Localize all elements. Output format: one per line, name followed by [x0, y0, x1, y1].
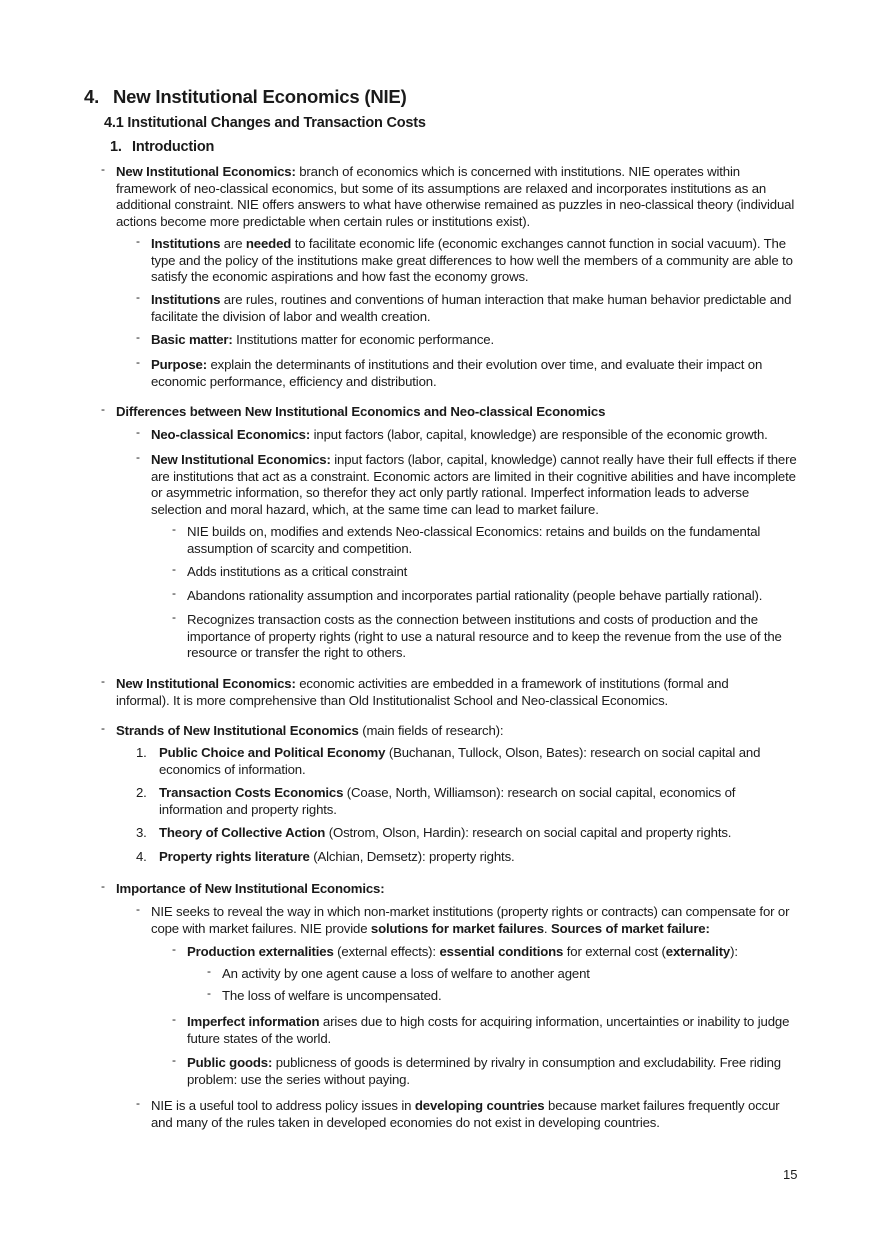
text: NIE seeks to reveal the way in which non-market institutions (property rights or contracts) can compensate for or cope with market failures. NIE provide [151, 904, 790, 936]
dash-bullet: - [136, 355, 140, 369]
dash-bullet: - [136, 450, 140, 464]
bullet-imperfect-information [172, 1012, 799, 1047]
bullet-public-goods [172, 1053, 787, 1088]
list-number: 2. [136, 785, 147, 800]
term: Institutions [151, 236, 221, 251]
term: Neo-classical Economics: [151, 427, 311, 442]
text: to facilitate economic life (economic exchanges cannot function in social vacuum). The type and the policy of the institutions make great differences to how well the members of a community are able to satisfy the economic aspirations and how fast the economy grows. [151, 236, 793, 285]
text: (main fields of research): [358, 723, 504, 738]
dash-bullet: - [172, 522, 176, 536]
chapter-number: 4. [84, 86, 100, 107]
term: New Institutional Economics: [116, 164, 296, 179]
term: needed [245, 236, 292, 251]
bullet-nie-builds [172, 522, 799, 557]
text: for external cost ( [563, 944, 666, 959]
strand-item-3 [136, 825, 819, 842]
list-number: 3. [136, 825, 147, 840]
text: economic activities are embedded in a framework of institutions (formal and informal). It is more comprehensive than Old Institutionalist School and Neo-classical Economics. [116, 676, 729, 708]
dash-bullet: - [101, 721, 105, 735]
term: Transaction Costs Economics [159, 785, 344, 800]
text: (Ostrom, Olson, Hardin): research on social capital and property rights. [325, 825, 732, 840]
strand-item-1 [136, 745, 799, 778]
list-number: 1. [136, 745, 147, 760]
subsection-number: 1. [110, 139, 122, 155]
bullet-uncompensated [207, 986, 802, 1005]
chapter-title: New Institutional Economics (NIE) [113, 86, 407, 107]
text: because market failures frequently occur and many of the rules taken in developed economies do not exist in developing countries. [151, 1098, 780, 1130]
text: are rules, routines and conventions of human interaction that make human behavior predictable and facilitate the division of labor and wealth creation. [151, 292, 792, 324]
text: NIE is a useful tool to address policy issues in [151, 1098, 415, 1113]
term: Institutions [151, 292, 221, 307]
term: New Institutional Economics: [116, 676, 296, 691]
dash-bullet: - [136, 290, 140, 304]
text: An activity by one agent cause a loss of welfare to another agent [222, 966, 590, 981]
text: (external effects): [333, 944, 440, 959]
bullet-institutions-needed [136, 234, 801, 286]
bullet-neo-classical [136, 425, 811, 444]
dash-bullet: - [172, 942, 176, 956]
text: NIE builds on, modifies and extends Neo-classical Economics: retains and builds on the fundamental assumption of scarcity and competition. [187, 524, 761, 556]
term: developing countries [414, 1098, 545, 1113]
text: arises due to high costs for acquiring information, uncertainties or inability to judge future states of the world. [187, 1014, 790, 1046]
term: Theory of Collective Action [159, 825, 326, 840]
bullet-developing-countries [136, 1096, 791, 1131]
text: . [543, 920, 551, 936]
dash-bullet: - [136, 330, 140, 344]
dash-bullet: - [172, 610, 176, 624]
bullet-institutions-rules [136, 290, 801, 325]
bullet-adds-institutions [172, 562, 799, 581]
term: Importance of New Institutional Economics: [116, 881, 385, 896]
dash-bullet: - [101, 879, 105, 893]
section-heading: 4.1 Institutional Changes and Transaction Costs [104, 115, 426, 131]
term: solutions for market failures [370, 920, 544, 936]
term: Purpose: [151, 357, 207, 372]
dash-bullet: - [172, 1053, 176, 1067]
term: Property rights literature [159, 849, 310, 864]
bullet-intro [101, 162, 796, 230]
text: Institutions matter for economic performance. [232, 332, 494, 347]
bullet-strands [101, 721, 796, 740]
bullet-basic-matter [136, 330, 801, 349]
bullet-importance [101, 879, 796, 898]
dash-bullet: - [207, 986, 211, 1000]
term: Differences between New Institutional Economics and Neo-classical Economics [116, 404, 606, 419]
subsection-heading [110, 139, 214, 155]
bullet-differences [101, 402, 796, 421]
term: Sources of market failure: [550, 920, 710, 936]
bullet-activity-loss [207, 964, 802, 983]
page-number: 15 [783, 1167, 798, 1182]
dash-bullet: - [136, 425, 140, 439]
dash-bullet: - [101, 162, 105, 176]
text: (Coase, North, Williamson): research on social capital, economics of information and property rights. [159, 785, 736, 817]
text: Adds institutions as a critical constraint [187, 564, 408, 579]
subsection-title: Introduction [132, 139, 215, 155]
text: input factors (labor, capital, knowledge) are responsible of the economic growth. [310, 427, 768, 442]
text: Abandons rationality assumption and incorporates partial rationality (people behave partially rational). [187, 588, 763, 603]
dash-bullet: - [136, 902, 140, 916]
bullet-recognizes-transaction-costs [172, 610, 799, 662]
text: are [220, 236, 246, 251]
strand-item-4 [136, 849, 799, 866]
text: input factors (labor, capital, knowledge) cannot really have their full effects if there are institutions that act as a constraint. Economic actors are limited in their cognitive abilities and have incomplete or asymmetric information, so therefor they act only partly rational. Imperfect information leads to adverse selection and moral hazard, which, at the same time can lead to market failure. [151, 452, 797, 517]
chapter-heading [84, 86, 407, 108]
term: Public goods: [187, 1055, 273, 1070]
term: Imperfect information [187, 1014, 320, 1029]
text: (Buchanan, Tullock, Olson, Bates): research on social capital and economics of information. [159, 745, 761, 777]
dash-bullet: - [172, 586, 176, 600]
bullet-nie-constraints [136, 450, 801, 518]
dash-bullet: - [172, 562, 176, 576]
text: ): [730, 944, 738, 959]
text: branch of economics which is concerned with institutions. NIE operates within framework of neo-classical economics, but some of its assumptions are relaxed and incorporates institutions as an additional constraint. NIE offers answers to what have otherwise remained as puzzles in neo-classical theory (individual actions become more predictable when certain rules or institutions exist). [116, 164, 795, 229]
dash-bullet: - [101, 402, 105, 416]
text: Recognizes transaction costs as the connection between institutions and costs of production and the importance of property rights (right to use a natural resource and to keep the revenue from the use of the resource or transfer the right to others. [187, 612, 782, 661]
bullet-purpose [136, 355, 801, 390]
dash-bullet: - [136, 1096, 140, 1110]
term: essential conditions [439, 944, 564, 959]
dash-bullet: - [136, 234, 140, 248]
dash-bullet: - [172, 1012, 176, 1026]
term: New Institutional Economics: [151, 452, 331, 467]
text: explain the determinants of institutions and their evolution over time, and evaluate their impact on economic performance, efficiency and distribution. [151, 357, 763, 389]
dash-bullet: - [207, 964, 211, 978]
text: (Alchian, Demsetz): property rights. [309, 849, 515, 864]
term: Public Choice and Political Economy [159, 745, 386, 760]
bullet-abandons-rationality [172, 586, 807, 605]
bullet-nie-seeks [136, 902, 801, 937]
term: externality [665, 944, 731, 959]
text: The loss of welfare is uncompensated. [222, 988, 442, 1003]
term: Strands of New Institutional Economics [116, 723, 359, 738]
bullet-nie-framework [101, 674, 776, 709]
strand-item-2 [136, 785, 779, 818]
term: Production externalities [187, 944, 334, 959]
bullet-production-externalities [172, 942, 807, 961]
list-number: 4. [136, 849, 147, 864]
text: publicness of goods is determined by rivalry in consumption and excludability. Free riding problem: use the series without paying. [187, 1055, 781, 1087]
term: Basic matter: [151, 332, 233, 347]
dash-bullet: - [101, 674, 105, 688]
